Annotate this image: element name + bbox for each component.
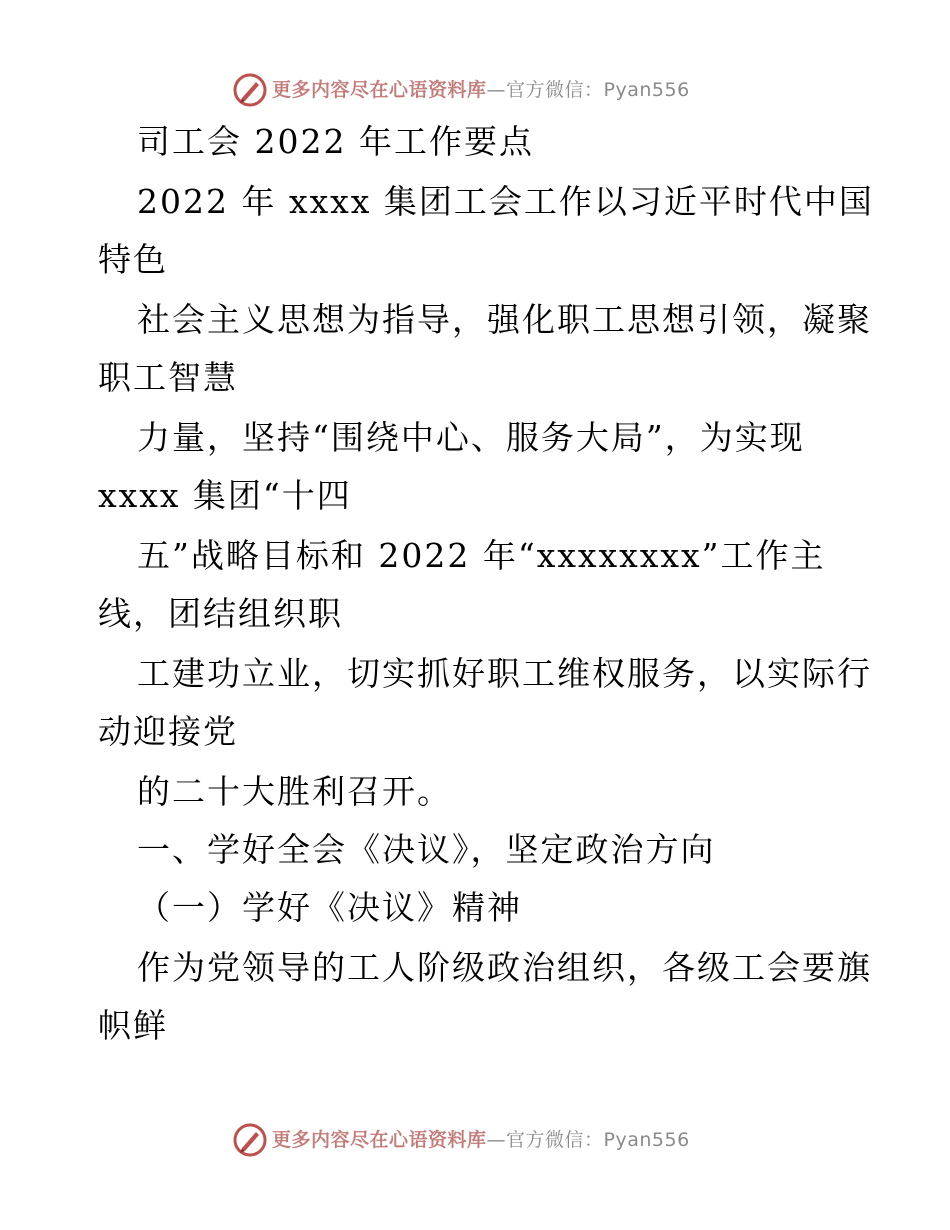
banner-wechat: 官方微信：Pyan556: [506, 1129, 690, 1151]
text-line: 力量，坚持“围绕中心、服务大局”，为实现: [137, 418, 805, 457]
text-line: 社会主义思想为指导，强化职工思想引领，凝聚: [137, 300, 872, 339]
banner-text: [272, 76, 690, 104]
text-line: 职工智慧: [98, 358, 238, 397]
text-line: 一、学好全会《决议》，坚定政治方向: [137, 830, 716, 869]
text-line: 动迎接党: [98, 712, 238, 751]
banner-wechat: 官方微信：Pyan556: [506, 79, 690, 101]
banner-text: [272, 1126, 690, 1154]
text-line: 作为党领导的工人阶级政治组织，各级工会要旗: [137, 948, 872, 987]
text-line: 特色: [98, 240, 168, 279]
banner-dash: —: [486, 1129, 507, 1151]
text-line: 五”战略目标和 2022 年“xxxxxxxx”工作主: [137, 536, 826, 575]
text-line: 帜鲜: [98, 1006, 168, 1045]
banner-site-name: 更多内容尽在心语资料库: [272, 1129, 487, 1151]
text-line: 的二十大胜利召开。: [137, 772, 452, 811]
header-banner: [0, 70, 950, 110]
text-line: （一）学好《决议》精神: [137, 888, 522, 927]
text-line: 线，团结组织职: [98, 594, 343, 633]
pen-logo-icon: [232, 72, 268, 108]
text-line: 司工会 2022 年工作要点: [137, 122, 534, 161]
text-line: 2022 年 xxxx 集团工会工作以习近平时代中国: [137, 182, 874, 221]
text-line: 工建功立业，切实抓好职工维权服务，以实际行: [137, 654, 872, 693]
footer-banner: [0, 1120, 950, 1160]
banner-site-name: 更多内容尽在心语资料库: [272, 79, 487, 101]
pen-logo-icon: [232, 1122, 268, 1158]
text-line: xxxx 集团“十四: [98, 476, 352, 515]
banner-dash: —: [486, 79, 507, 101]
